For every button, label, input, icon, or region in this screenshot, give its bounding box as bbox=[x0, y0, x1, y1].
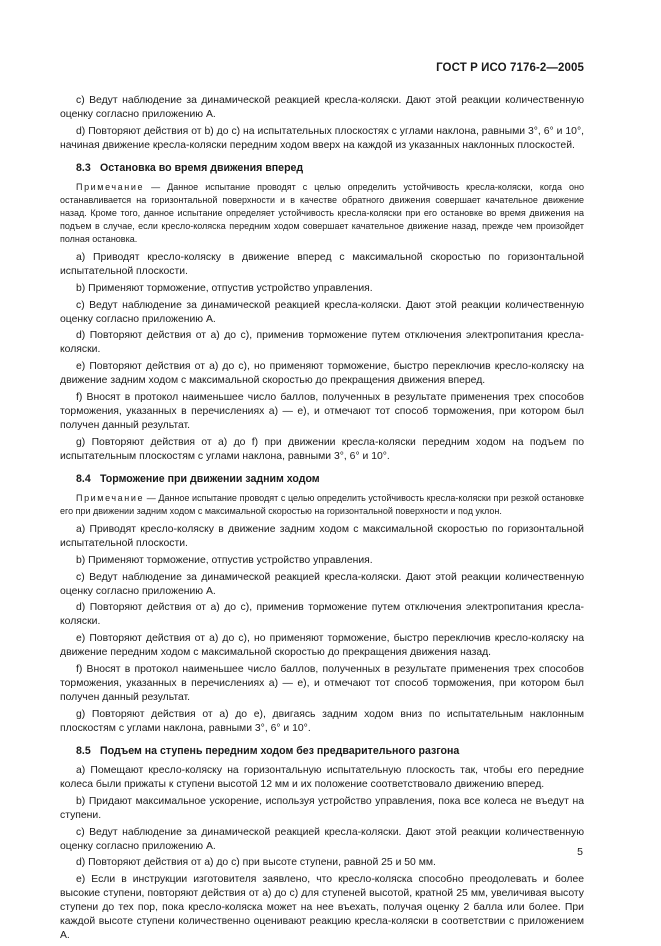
note-label: Примечание bbox=[76, 493, 145, 504]
document-body bbox=[60, 94, 584, 946]
list-item: c) Ведут наблюдение за динамической реакцией кресла-коляски. Дают этой реакции количественную оценку согласно приложению А. bbox=[60, 826, 584, 852]
list-item: f) Вносят в протокол наименьшее число баллов, полученных в результате применения трех способов торможения, указанных в перечислениях а) — е), и отмечают тот способ торможения, при котором был получен данный результат. bbox=[60, 663, 584, 704]
section-8-5 bbox=[60, 744, 584, 944]
section-number: 8.3 bbox=[76, 161, 91, 174]
list-item: d) Повторяют действия от а) до с), применив торможение путем отключения электропитания кресла-коляски. bbox=[60, 330, 584, 356]
section-number: 8.4 bbox=[76, 472, 91, 485]
section-note bbox=[60, 492, 584, 518]
section-heading bbox=[76, 744, 584, 758]
page-number: 5 bbox=[577, 846, 583, 858]
standard-header: ГОСТ Р ИСО 7176-2—2005 bbox=[436, 62, 584, 74]
list-item: e) Повторяют действия от а) до с), но применяют торможение, быстро переключив кресло-коляску на движение задним ходом с максимальной скоростью до прекращения движения вперед. bbox=[60, 361, 584, 387]
section-heading bbox=[76, 161, 584, 175]
section-title: Остановка во время движения вперед bbox=[100, 161, 304, 174]
list-item: c) Ведут наблюдение за динамической реакцией кресла-коляски. Дают этой реакции количественную оценку согласно приложению А. bbox=[60, 299, 584, 325]
section-title: Подъем на ступень передним ходом без предварительного разгона bbox=[100, 744, 460, 757]
note-text: — Данное испытание проводят с целью определить устойчивость кресла-коляски при резкой остановке его при движении задним ходом с максимальной скоростью на горизонтальной поверхности и под уклон. bbox=[60, 493, 584, 517]
list-item: f) Вносят в протокол наименьшее число баллов, полученных в результате применения трех способов торможения, указанных в перечислениях а) — е), и отмечают тот способ торможения, при котором был получен данный результат. bbox=[60, 391, 584, 432]
list-item: a) Приводят кресло-коляску в движение задним ходом с максимальной скоростью по горизонтальной испытательной плоскости. bbox=[60, 524, 584, 550]
section-title: Торможение при движении задним ходом bbox=[100, 472, 320, 485]
list-item: b) Применяют торможение, отпустив устройство управления. bbox=[76, 554, 373, 566]
list-item: c) Ведут наблюдение за динамической реакцией кресла-коляски. Дают этой реакции количественную оценку согласно приложению А. bbox=[60, 571, 584, 597]
list-item: d) Повторяют действия от а) до с), применив торможение путем отключения электропитания кресла-коляски. bbox=[60, 602, 584, 628]
list-item: e) Если в инструкции изготовителя заявлено, что кресло-коляска способно преодолевать и более высокие ступени, повторяют действия от а) до с) для ступеней высотой, кратной 25 мм, увеличивая высоту ступени до тех пор, пока кресло-коляска может на нее въехать, получая оценку 2 балла или более. При каждой высоте ступени количественно оценивают реакцию кресла-коляски в соответствии с приложением А. bbox=[60, 874, 584, 942]
note-text: — Данное испытание проводят с целью определить устойчивость кресла-коляски, когда оно останавливается на горизонтальной поверхности и в качестве обратного движения совершает качательное движение назад. Кроме того, данное испытание определяет устойчивость кресла-коляски при его остановке во время движения на подъем в случае, если кресло-коляска передним ходом совершает качательное движение назад, прежде чем произойдет полная остановка. bbox=[60, 182, 584, 245]
note-label: Примечание bbox=[76, 182, 145, 193]
list-item: g) Повторяют действия от а) до f) при движении кресла-коляски передним ходом на подъем по испытательным плоскостям с углами наклона, равными 3°, 6° и 10°. bbox=[60, 436, 584, 462]
section-note bbox=[60, 181, 584, 246]
list-item: e) Повторяют действия от а) до с), но применяют торможение, быстро переключив кресло-коляску на движение передним ходом с максимальной скоростью до прекращения движения назад. bbox=[60, 633, 584, 659]
list-item: g) Повторяют действия от а) до е), двигаясь задним ходом вниз по испытательным наклонным плоскостям с углами наклона, равными 3°, 6° и 10°. bbox=[60, 708, 584, 734]
list-item: a) Приводят кресло-коляску в движение вперед с максимальной скоростью по горизонтальной испытательной плоскости. bbox=[60, 252, 584, 278]
list-item: a) Помещают кресло-коляску на горизонтальную испытательную плоскость так, чтобы его передние колеса были прижаты к ступени высотой 12 мм и их положение соответствовало движению вперед. bbox=[60, 765, 584, 791]
section-8-3 bbox=[60, 161, 584, 464]
section-heading bbox=[76, 472, 584, 486]
section-8-4 bbox=[60, 472, 584, 736]
intro-paragraph: c) Ведут наблюдение за динамической реакцией кресла-коляски. Дают этой реакции количественную оценку согласно приложению А. bbox=[60, 95, 584, 121]
intro-block bbox=[60, 94, 584, 153]
list-item: d) Повторяют действия от а) до с) при высоте ступени, равной 25 и 50 мм. bbox=[76, 857, 436, 869]
section-number: 8.5 bbox=[76, 744, 91, 757]
list-item: b) Применяют торможение, отпустив устройство управления. bbox=[76, 282, 373, 294]
list-item: b) Придают максимальное ускорение, используя устройство управления, пока все колеса не въедут на ступени. bbox=[60, 795, 584, 821]
intro-paragraph: d) Повторяют действия от b) до с) на испытательных плоскостях с углами наклона, равными 3°, 6° и 10°, начиная движение кресла-коляски передним ходом вверх на каждой из указанных наклонных плоскостей. bbox=[60, 125, 584, 151]
